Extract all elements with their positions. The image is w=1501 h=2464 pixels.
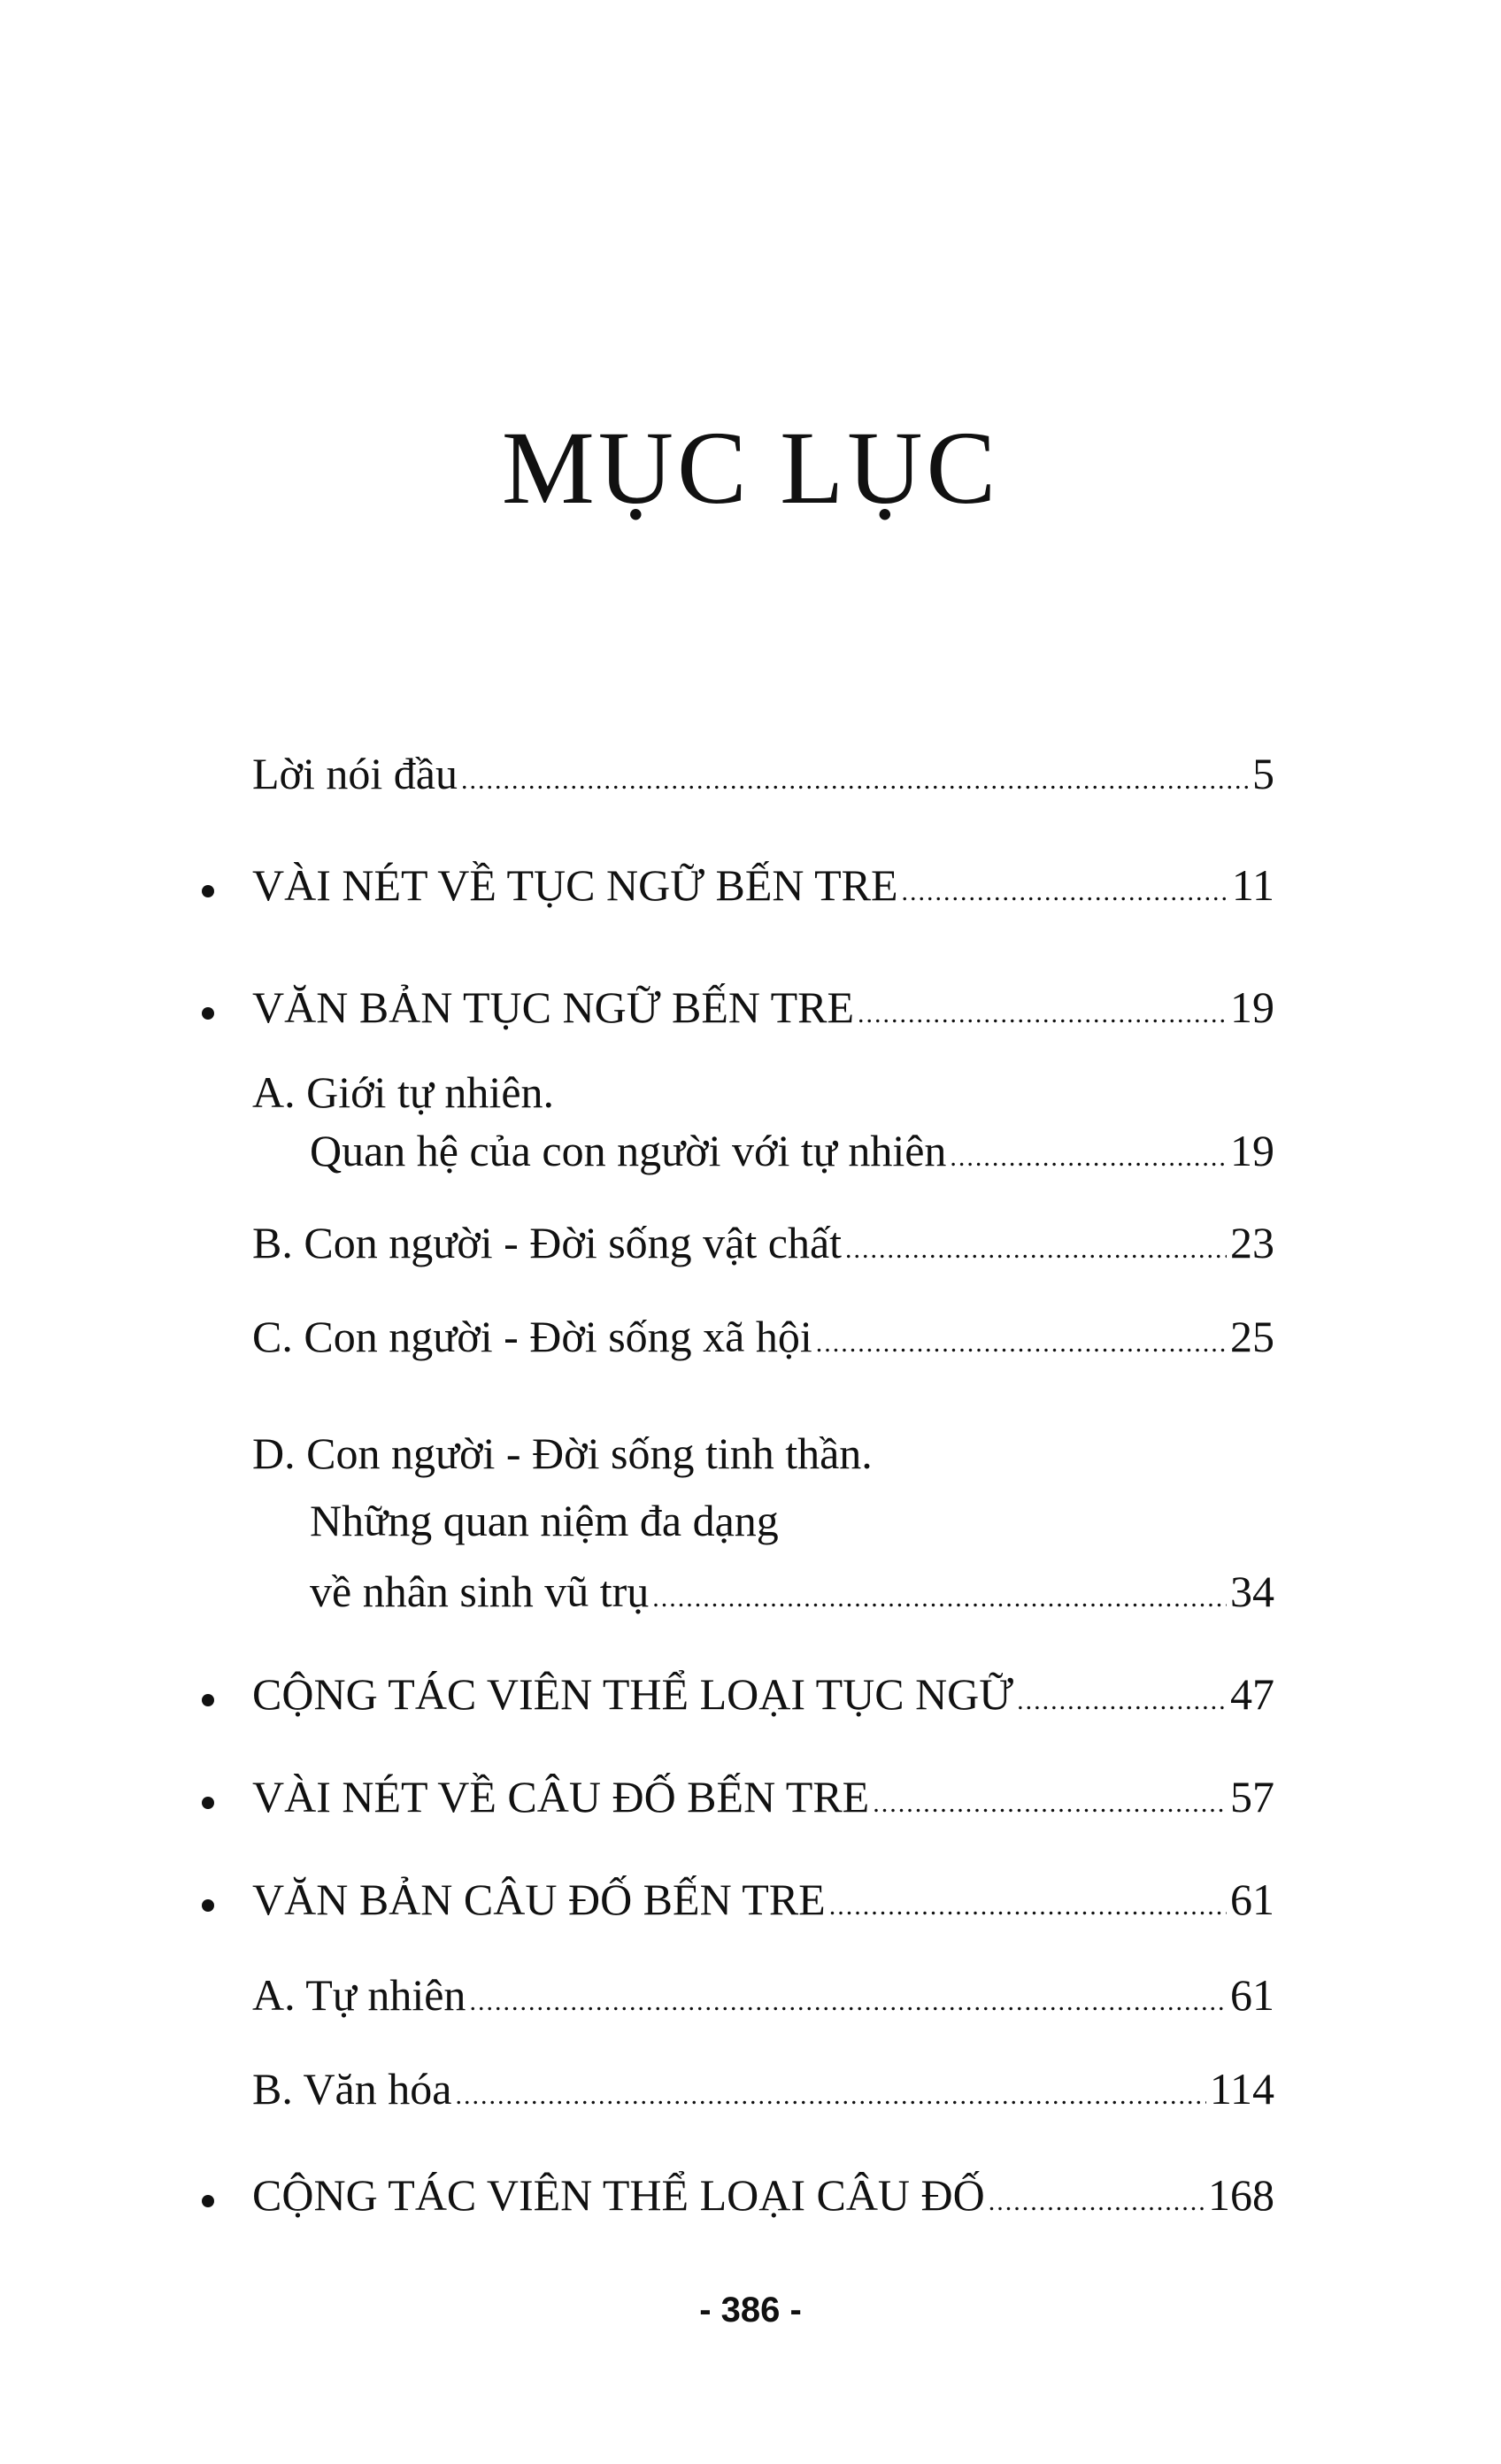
dot-leader [1017,1673,1227,1729]
toc-entry-label: Những quan niệm đa dạng [310,1496,779,1545]
toc-entry-page: 25 [1230,1312,1274,1361]
toc-entry-culture [252,2060,1274,2117]
toc-entry-section-a-line2 [310,1122,1274,1179]
toc-entry-label: về nhân sinh vũ trụ [310,1567,650,1616]
toc-entry-riddles-texts [252,1871,1274,1928]
toc-entry-label: Quan hệ của con người với tự nhiên [310,1126,947,1175]
toc-entry-label: Lời nói đầu [252,749,458,798]
dot-leader [902,864,1228,920]
dot-leader [461,752,1249,809]
toc-entry-label: A. Giới tự nhiên. [252,1067,555,1117]
bullet-icon [202,1797,214,1809]
dot-leader [816,1315,1227,1372]
toc-entry-label: VĂN BẢN TỤC NGỮ BẾN TRE [252,982,855,1032]
toc-entry-label: VĂN BẢN CÂU ĐỐ BẾN TRE [252,1875,826,1924]
toc-entry-section-b [252,1214,1274,1271]
toc-entry-page: 19 [1230,982,1274,1032]
page-number: - 386 - [699,2291,802,2329]
toc-entry-label: VÀI NÉT VỀ TỤC NGỮ BẾN TRE [252,860,898,910]
dot-leader [873,1775,1227,1832]
toc-entry-label: VÀI NÉT VỀ CÂU ĐỐ BẾN TRE [252,1772,870,1821]
toc-entry-riddles-contributors [252,2167,1274,2223]
toc-entry-nature [252,1967,1274,2023]
dot-leader [858,986,1227,1043]
toc-entry-page: 61 [1230,1875,1274,1924]
toc-entry-page: 23 [1230,1218,1274,1267]
toc-entry-label: C. Con người - Đời sống xã hội [252,1312,812,1361]
toc-entry-page: 11 [1231,860,1274,910]
toc-entry-proverbs-overview [252,857,1274,913]
toc-entry-page: 114 [1209,2064,1274,2114]
bullet-icon [202,1007,214,1020]
toc-entry-riddles-overview [252,1768,1274,1825]
dot-leader [652,1570,1227,1627]
toc-entry-page: 61 [1230,1970,1274,2020]
toc-entry-label: D. Con người - Đời sống tinh thần. [252,1428,873,1478]
bullet-icon [202,885,214,897]
toc-entry-page: 168 [1208,2170,1274,2220]
dot-leader [469,1974,1227,2030]
dot-leader [829,1878,1227,1935]
toc-entry-preface [252,745,1274,802]
toc-entry-label: A. Tự nhiên [252,1970,466,2020]
dot-leader [989,2174,1205,2230]
toc-entry-label: B. Văn hóa [252,2064,452,2114]
dot-leader [455,2067,1205,2124]
toc-entry-page: 19 [1230,1126,1274,1175]
toc-entry-section-d-line1 [252,1425,1274,1482]
dot-leader [950,1129,1227,1186]
toc-entry-proverbs-texts [252,979,1274,1036]
toc-entry-section-d-line3 [310,1563,1274,1620]
toc-entry-label: CỘNG TÁC VIÊN THỂ LOẠI CÂU ĐỐ [252,2170,985,2220]
bullet-icon [202,2195,214,2207]
bullet-icon [202,1899,214,1912]
toc-entry-section-c [252,1308,1274,1365]
toc-entry-label: CỘNG TÁC VIÊN THỂ LOẠI TỤC NGỮ [252,1669,1014,1719]
toc-entry-proverbs-contributors [252,1666,1274,1722]
toc-entry-page: 5 [1252,749,1274,798]
toc-entry-page: 34 [1230,1567,1274,1616]
toc-entry-label: B. Con người - Đời sống vật chất [252,1218,843,1267]
dot-leader [845,1221,1227,1278]
toc-entry-page: 57 [1230,1772,1274,1821]
page-title: MỤC LỤC [501,410,1000,526]
bullet-icon [202,1694,214,1706]
toc-entry-section-a-line1 [252,1064,1274,1120]
toc-entry-section-d-line2 [310,1492,1274,1549]
toc-entry-page: 47 [1230,1669,1274,1719]
